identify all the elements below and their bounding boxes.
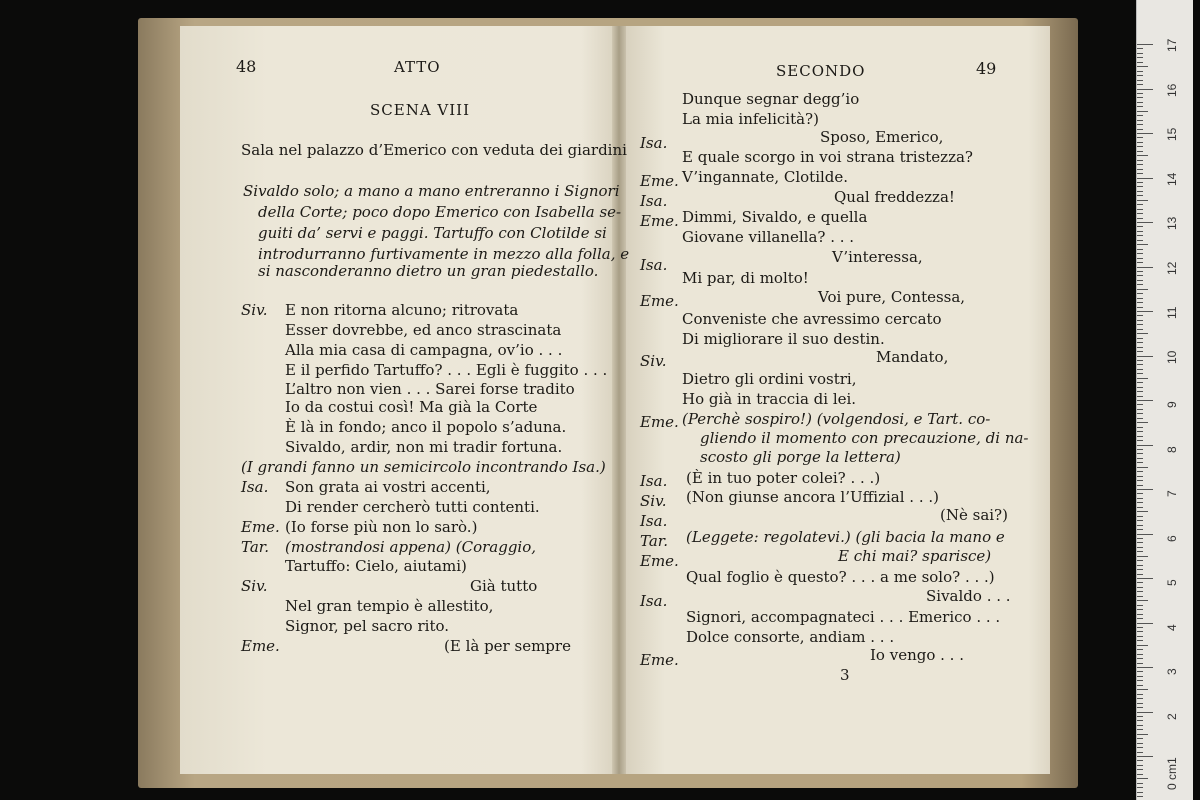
verse-line: E non ritorna alcuno; ritrovata: [285, 301, 519, 319]
speaker-label: Tar.: [241, 538, 270, 556]
stage-direction-line: Sivaldo solo; a mano a mano entreranno i Signori: [243, 182, 620, 200]
ruler-label: 14: [1165, 172, 1179, 186]
ruler-tick: [1137, 667, 1153, 668]
stage-direction-line: guiti da’ servi e paggi. Tartuffo con Clotilde si: [258, 224, 607, 242]
verse-line: E il perfido Tartuffo? . . . Egli è fuggito . . .: [285, 361, 608, 379]
ruler-minor-tick: [1137, 569, 1143, 570]
ruler-minor-tick: [1137, 449, 1143, 450]
ruler-minor-tick: [1137, 57, 1143, 58]
ruler-minor-tick: [1137, 235, 1143, 236]
verse-line: E quale scorgo in voi strana tristezza?: [682, 148, 973, 166]
verse-line: Sposo, Emerico,: [820, 128, 944, 146]
signature-mark: 3: [840, 666, 850, 684]
ruler-minor-tick: [1137, 413, 1143, 414]
ruler-label: 3: [1165, 668, 1179, 675]
ruler-label: 5: [1165, 579, 1179, 586]
verse-line: Voi pure, Contessa,: [818, 288, 966, 306]
speaker-label: Eme.: [640, 552, 679, 570]
ruler-minor-tick: [1137, 729, 1143, 730]
ruler-tick: [1137, 311, 1153, 312]
ruler-minor-tick: [1137, 48, 1143, 49]
ruler-minor-tick: [1137, 663, 1143, 664]
ruler-minor-tick: [1137, 137, 1143, 138]
ruler-minor-tick: [1137, 62, 1143, 63]
ruler-minor-tick: [1137, 213, 1143, 214]
ruler-minor-tick: [1137, 752, 1143, 753]
ruler-minor-tick: [1137, 80, 1143, 81]
verse-line: Sivaldo . . .: [926, 587, 1011, 605]
ruler-minor-tick: [1137, 480, 1143, 481]
ruler-label: 17: [1165, 38, 1179, 52]
speaker-label: Siv.: [241, 577, 268, 595]
verse-line: (mostrandosi appena) (Coraggio,: [285, 538, 537, 556]
ruler-minor-tick: [1137, 275, 1143, 276]
verse-line: Sivaldo, ardir, non mi tradir fortuna.: [285, 438, 563, 456]
stage-direction-line: della Corte; poco dopo Emerico con Isabella se-: [258, 203, 622, 221]
ruler-minor-tick: [1137, 765, 1143, 766]
ruler-minor-tick: [1137, 84, 1143, 85]
ruler-minor-tick: [1137, 738, 1143, 739]
ruler-tick: [1137, 400, 1153, 401]
ruler-minor-tick: [1137, 271, 1143, 272]
ruler-minor-tick: [1137, 574, 1143, 575]
ruler-minor-tick: [1137, 680, 1143, 681]
verse-line: Qual freddezza!: [834, 188, 955, 206]
ruler-tick: [1137, 267, 1153, 268]
ruler-minor-tick: [1137, 627, 1143, 628]
ruler-tick: [1137, 578, 1153, 579]
ruler-minor-tick: [1137, 538, 1143, 539]
ruler-minor-tick: [1137, 342, 1143, 343]
ruler-minor-tick: [1137, 640, 1143, 641]
verse-line: (Leggete: regolatevi.) (gli bacia la mano e: [686, 528, 1005, 546]
speaker-label: Isa.: [640, 512, 668, 530]
ruler-label: 12: [1165, 261, 1179, 275]
ruler-minor-tick: [1137, 783, 1143, 784]
ruler-minor-tick: [1137, 320, 1143, 321]
verse-line: Son grata ai vostri accenti,: [285, 478, 491, 496]
verse-line: Ho già in traccia di lei.: [682, 390, 857, 408]
ruler-minor-tick: [1137, 689, 1148, 690]
ruler-minor-tick: [1137, 360, 1143, 361]
ruler-minor-tick: [1137, 614, 1143, 615]
ruler-minor-tick: [1137, 734, 1148, 735]
ruler-unit-label: 0 cm: [1165, 763, 1179, 790]
ruler-label: 10: [1165, 350, 1179, 364]
speaker-label: Isa.: [640, 192, 668, 210]
ruler-minor-tick: [1137, 609, 1143, 610]
ruler-minor-tick: [1137, 467, 1148, 468]
verse-line: Di migliorare il suo destin.: [682, 330, 885, 348]
ruler-minor-tick: [1137, 258, 1143, 259]
verse-line: Già tutto: [470, 577, 538, 595]
ruler-minor-tick: [1137, 703, 1143, 704]
ruler-minor-tick: [1137, 547, 1143, 548]
ruler-minor-tick: [1137, 298, 1143, 299]
ruler-minor-tick: [1137, 671, 1143, 672]
ruler-minor-tick: [1137, 676, 1143, 677]
ruler-minor-tick: [1137, 53, 1143, 54]
ruler-minor-tick: [1137, 129, 1143, 130]
verse-line: (E là per sempre: [444, 637, 571, 655]
ruler-minor-tick: [1137, 529, 1143, 530]
ruler-minor-tick: [1137, 658, 1143, 659]
ruler-minor-tick: [1137, 204, 1143, 205]
ruler-minor-tick: [1137, 596, 1143, 597]
ruler-minor-tick: [1137, 373, 1143, 374]
verse-line: V’interessa,: [832, 248, 923, 266]
verse-line: E chi mai? sparisce): [838, 547, 992, 565]
ruler-minor-tick: [1137, 146, 1143, 147]
ruler-minor-tick: [1137, 120, 1143, 121]
ruler-tick: [1137, 89, 1153, 90]
verse-line: (Non giunse ancora l’Uffizial . . .): [686, 488, 939, 506]
ruler-minor-tick: [1137, 151, 1143, 152]
stage-direction: scosto gli porge la lettera): [700, 448, 901, 466]
verse-line: Dolce consorte, andiam . . .: [686, 628, 895, 646]
ruler-minor-tick: [1137, 111, 1148, 112]
verse-line: Signori, accompagnateci . . . Emerico . . .: [686, 608, 1001, 626]
scene-title: SCENA VIII: [370, 101, 471, 119]
ruler-minor-tick: [1137, 493, 1143, 494]
ruler-minor-tick: [1137, 743, 1143, 744]
ruler-minor-tick: [1137, 418, 1143, 419]
ruler-minor-tick: [1137, 440, 1143, 441]
speaker-label: Eme.: [640, 651, 679, 669]
speaker-label: Eme.: [640, 172, 679, 190]
ruler-minor-tick: [1137, 369, 1143, 370]
ruler-minor-tick: [1137, 720, 1143, 721]
ruler-label: 4: [1165, 623, 1179, 631]
ruler-tick: [1137, 356, 1153, 357]
stage-direction-line: introdurranno furtivamente in mezzo alla folla, e: [258, 245, 630, 263]
ruler-minor-tick: [1137, 249, 1143, 250]
ruler-minor-tick: [1137, 182, 1143, 183]
ruler-minor-tick: [1137, 427, 1143, 428]
verse-line: L’altro non vien . . . Sarei forse tradito: [285, 380, 575, 398]
ruler-label: 13: [1165, 216, 1179, 230]
book-gutter: [612, 26, 626, 774]
ruler-minor-tick: [1137, 253, 1143, 254]
ruler-minor-tick: [1137, 315, 1143, 316]
ruler-minor-tick: [1137, 694, 1143, 695]
ruler-minor-tick: [1137, 458, 1143, 459]
ruler-minor-tick: [1137, 240, 1143, 241]
verse-line: Giovane villanella? . . .: [682, 228, 855, 246]
verse-line: Dunque segnar degg’io: [682, 90, 860, 108]
ruler-label: 8: [1165, 445, 1179, 453]
ruler-minor-tick: [1137, 71, 1143, 72]
ruler-label: 7: [1165, 490, 1179, 497]
speaker-label: Isa.: [640, 472, 668, 490]
speaker-label: Eme.: [640, 292, 679, 310]
ruler-tick: [1137, 623, 1153, 624]
ruler-minor-tick: [1137, 769, 1143, 770]
ruler-minor-tick: [1137, 351, 1143, 352]
ruler-tick: [1137, 222, 1153, 223]
speaker-label: Siv.: [640, 492, 667, 510]
ruler-minor-tick: [1137, 93, 1143, 94]
verse-line: Qual foglio è questo? . . . a me solo? . . .): [686, 568, 995, 586]
ruler-minor-tick: [1137, 605, 1143, 606]
ruler-tick: [1137, 489, 1153, 490]
verse-line: Tartuffo: Cielo, aiutami): [285, 557, 467, 575]
ruler-minor-tick: [1137, 195, 1143, 196]
ruler-minor-tick: [1137, 160, 1143, 161]
ruler-minor-tick: [1137, 698, 1143, 699]
ruler-minor-tick: [1137, 209, 1143, 210]
ruler-minor-tick: [1137, 324, 1143, 325]
ruler-minor-tick: [1137, 471, 1143, 472]
ruler-minor-tick: [1137, 347, 1143, 348]
right-running-head: SECONDO: [776, 62, 866, 80]
verse-line: V’ingannate, Clotilde.: [682, 168, 849, 186]
ruler-tick: [1137, 534, 1153, 535]
ruler-minor-tick: [1137, 636, 1143, 637]
ruler-minor-tick: [1137, 520, 1143, 521]
ruler-minor-tick: [1137, 409, 1143, 410]
verse-line: Io vengo . . .: [870, 646, 964, 664]
verse-line: Signor, pel sacro rito.: [285, 617, 450, 635]
ruler-tick: [1137, 712, 1153, 713]
ruler-minor-tick: [1137, 792, 1143, 793]
speaker-label: Eme.: [640, 413, 679, 431]
verse-line: Mi par, di molto!: [682, 269, 809, 287]
ruler-minor-tick: [1137, 778, 1148, 779]
ruler-minor-tick: [1137, 498, 1143, 499]
ruler-minor-tick: [1137, 551, 1143, 552]
ruler-minor-tick: [1137, 707, 1143, 708]
scale-ruler: [1136, 0, 1193, 800]
verse-line: Nel gran tempio è allestito,: [285, 597, 494, 615]
ruler-minor-tick: [1137, 600, 1148, 601]
ruler-minor-tick: [1137, 173, 1143, 174]
ruler-minor-tick: [1137, 164, 1143, 165]
ruler-minor-tick: [1137, 725, 1143, 726]
ruler-minor-tick: [1137, 244, 1148, 245]
ruler-minor-tick: [1137, 293, 1143, 294]
ruler-minor-tick: [1137, 106, 1143, 107]
verse-line: Dietro gli ordini vostri,: [682, 370, 857, 388]
ruler-minor-tick: [1137, 302, 1143, 303]
ruler-minor-tick: [1137, 507, 1143, 508]
scene-setting: Sala nel palazzo d’Emerico con veduta dei giardini: [241, 141, 627, 159]
verse-line: Mandato,: [876, 348, 949, 366]
ruler-minor-tick: [1137, 396, 1143, 397]
verse-line: (Perchè sospiro!) (volgendosi, e Tart. co-: [682, 410, 991, 428]
stage-direction: (I grandi fanno un semicircolo incontrando Isa.): [241, 458, 606, 476]
ruler-minor-tick: [1137, 631, 1143, 632]
ruler-minor-tick: [1137, 649, 1143, 650]
ruler-label: 11: [1165, 306, 1179, 319]
verse-line: Conveniste che avressimo cercato: [682, 310, 942, 328]
ruler-tick: [1137, 133, 1153, 134]
ruler-minor-tick: [1137, 502, 1143, 503]
ruler-minor-tick: [1137, 525, 1143, 526]
verse-line: Esser dovrebbe, ed anco strascinata: [285, 321, 562, 339]
ruler-minor-tick: [1137, 155, 1148, 156]
left-running-head: ATTO: [394, 58, 441, 76]
ruler-minor-tick: [1137, 556, 1148, 557]
ruler-label: 1: [1165, 757, 1179, 764]
ruler-minor-tick: [1137, 97, 1143, 98]
ruler-minor-tick: [1137, 200, 1148, 201]
ruler-minor-tick: [1137, 587, 1143, 588]
speaker-label: Isa.: [241, 478, 269, 496]
ruler-minor-tick: [1137, 191, 1143, 192]
verse-line: Io da costui così! Ma già la Corte: [285, 398, 538, 416]
speaker-label: Eme.: [241, 637, 280, 655]
ruler-minor-tick: [1137, 102, 1143, 103]
ruler-minor-tick: [1137, 284, 1143, 285]
verse-line: Di render cercherò tutti contenti.: [285, 498, 540, 516]
ruler-minor-tick: [1137, 391, 1143, 392]
ruler-label: 9: [1165, 401, 1179, 408]
speaker-label: Isa.: [640, 134, 668, 152]
ruler-minor-tick: [1137, 565, 1143, 566]
ruler-minor-tick: [1137, 560, 1143, 561]
ruler-minor-tick: [1137, 226, 1143, 227]
ruler-tick: [1137, 44, 1153, 45]
verse-line: La mia infelicità?): [682, 110, 819, 128]
ruler-label: 16: [1165, 83, 1179, 97]
speaker-label: Siv.: [640, 352, 667, 370]
ruler-minor-tick: [1137, 485, 1143, 486]
ruler-minor-tick: [1137, 796, 1143, 797]
ruler-minor-tick: [1137, 186, 1143, 187]
ruler-minor-tick: [1137, 462, 1143, 463]
ruler-minor-tick: [1137, 169, 1143, 170]
ruler-minor-tick: [1137, 231, 1143, 232]
ruler-minor-tick: [1137, 66, 1148, 67]
ruler-minor-tick: [1137, 422, 1148, 423]
ruler-minor-tick: [1137, 716, 1143, 717]
speaker-label: Tar.: [640, 532, 669, 550]
speaker-label: Isa.: [640, 256, 668, 274]
verse-line: Alla mia casa di campagna, ov’io . . .: [285, 341, 563, 359]
left-page-number: 48: [236, 57, 257, 76]
ruler-minor-tick: [1137, 760, 1143, 761]
ruler-tick: [1137, 445, 1153, 446]
ruler-minor-tick: [1137, 387, 1143, 388]
verse-line: È là in fondo; anco il popolo s’aduna.: [285, 418, 567, 436]
ruler-tick: [1137, 756, 1153, 757]
ruler-minor-tick: [1137, 364, 1143, 365]
ruler-minor-tick: [1137, 645, 1148, 646]
ruler-minor-tick: [1137, 142, 1143, 143]
ruler-minor-tick: [1137, 333, 1148, 334]
ruler-tick: [1137, 178, 1153, 179]
ruler-minor-tick: [1137, 542, 1143, 543]
ruler-minor-tick: [1137, 618, 1143, 619]
ruler-minor-tick: [1137, 404, 1143, 405]
right-page-number: 49: [976, 59, 997, 78]
verse-line: (Io forse più non lo sarò.): [285, 518, 478, 536]
ruler-minor-tick: [1137, 436, 1143, 437]
ruler-minor-tick: [1137, 654, 1143, 655]
ruler-minor-tick: [1137, 124, 1143, 125]
ruler-label: 15: [1165, 127, 1179, 141]
ruler-minor-tick: [1137, 280, 1143, 281]
ruler-minor-tick: [1137, 774, 1143, 775]
ruler-minor-tick: [1137, 262, 1143, 263]
ruler-minor-tick: [1137, 378, 1148, 379]
ruler-minor-tick: [1137, 582, 1143, 583]
ruler-minor-tick: [1137, 516, 1143, 517]
verse-line: (Nè sai?): [940, 506, 1008, 524]
ruler-minor-tick: [1137, 75, 1143, 76]
ruler-minor-tick: [1137, 382, 1143, 383]
speaker-label: Siv.: [241, 301, 268, 319]
ruler-minor-tick: [1137, 476, 1143, 477]
ruler-minor-tick: [1137, 747, 1143, 748]
speaker-label: Eme.: [241, 518, 280, 536]
speaker-label: Isa.: [640, 592, 668, 610]
speaker-label: Eme.: [640, 212, 679, 230]
ruler-minor-tick: [1137, 453, 1143, 454]
stage-direction: gliendo il momento con precauzione, di na-: [700, 429, 1029, 447]
ruler-label: 2: [1165, 712, 1179, 720]
ruler-minor-tick: [1137, 787, 1143, 788]
ruler-minor-tick: [1137, 591, 1143, 592]
ruler-minor-tick: [1137, 115, 1143, 116]
ruler-minor-tick: [1137, 307, 1143, 308]
ruler-minor-tick: [1137, 685, 1143, 686]
ruler-label: 6: [1165, 534, 1179, 542]
ruler-minor-tick: [1137, 338, 1143, 339]
verse-line: (È in tuo poter colei? . . .): [686, 469, 881, 487]
ruler-minor-tick: [1137, 289, 1148, 290]
ruler-minor-tick: [1137, 511, 1148, 512]
stage-direction-line: si nasconderanno dietro un gran piedestallo.: [258, 262, 599, 280]
ruler-minor-tick: [1137, 431, 1143, 432]
ruler-minor-tick: [1137, 329, 1143, 330]
ruler-minor-tick: [1137, 218, 1143, 219]
verse-line: Dimmi, Sivaldo, e quella: [682, 208, 868, 226]
